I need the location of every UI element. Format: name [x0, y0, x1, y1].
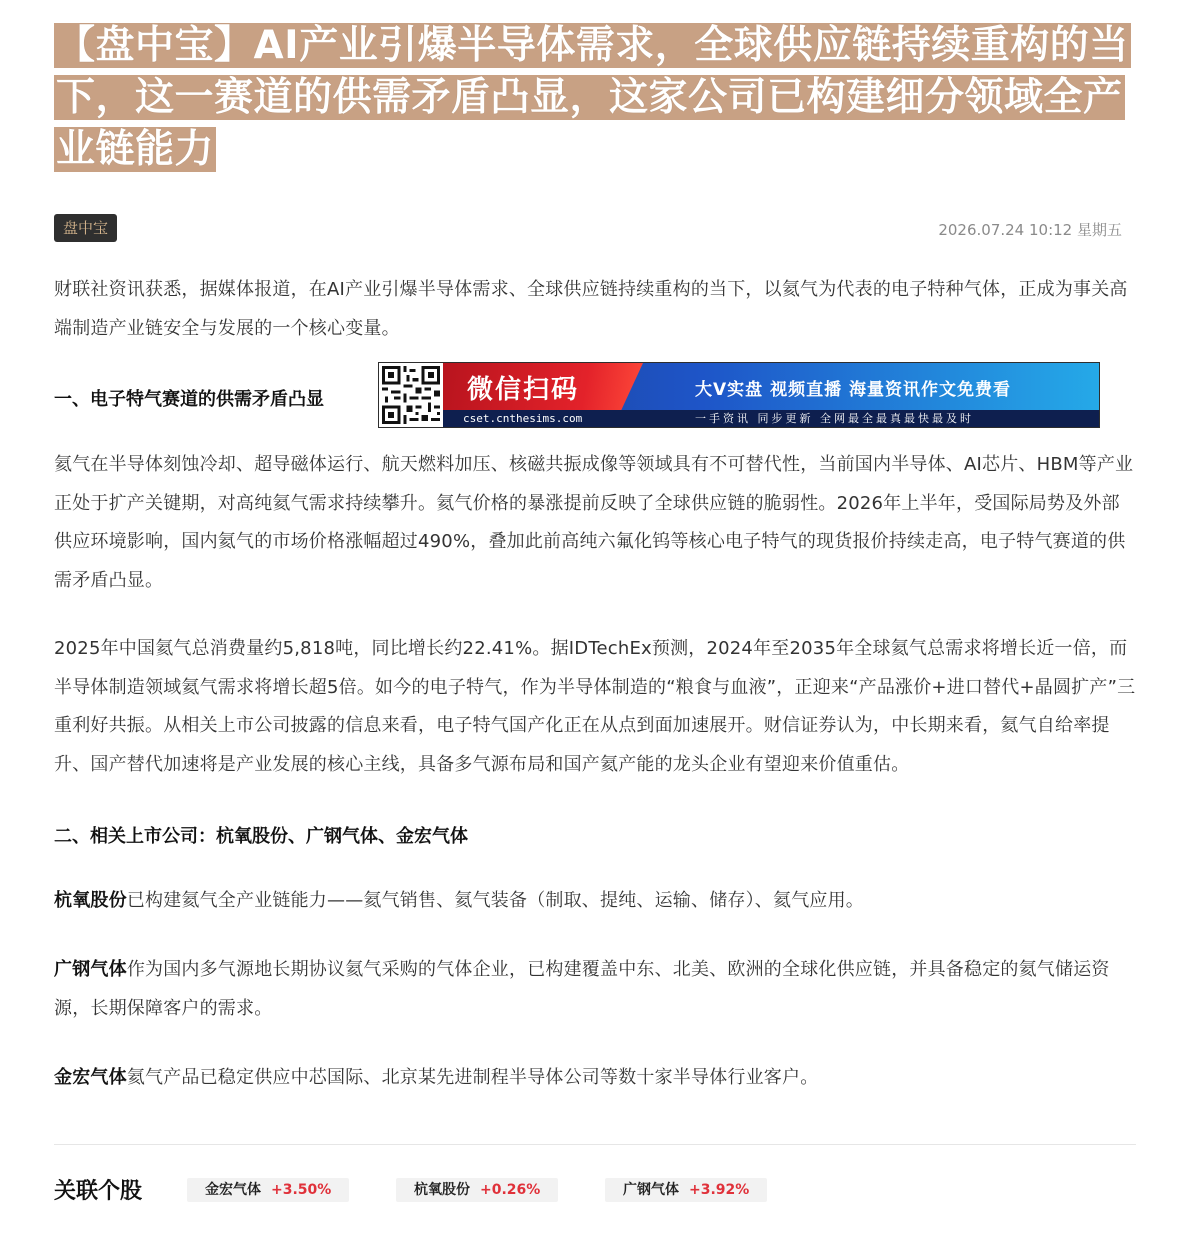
section1-heading: 一、电子特气赛道的供需矛盾凸显 [54, 389, 324, 410]
source-badge[interactable]: 盘中宝 [54, 214, 117, 242]
company-paragraph [54, 1059, 1136, 1098]
company-desc: 已构建氦气全产业链能力——氦气销售、氦气装备（制取、提纯、运输、储存）、氦气应用。 [126, 890, 865, 911]
qr-code-icon [379, 363, 443, 427]
article-title-text: 【盘中宝】AI产业引爆半导体需求，全球供应链持续重构的当下，这一赛道的供需矛盾凸显，这家公司已构建细分领域全产业链能力 [56, 23, 1129, 172]
article-title-block [54, 20, 1144, 176]
related-stock-chip[interactable] [396, 1178, 558, 1202]
company-paragraph [54, 951, 1136, 1028]
wechat-scan-label: 微信扫码 [467, 375, 580, 405]
article-title [54, 20, 1144, 176]
company-name: 杭氧股份 [54, 890, 127, 911]
related-stocks-title: 关联个股 [54, 1179, 143, 1204]
section1-paragraph-1: 氦气在半导体刻蚀冷却、超导磁体运行、航天燃料加压、核磁共振成像等领域具有不可替代性，当前国内半导体、AI芯片、HBM等产业正处于扩产关键期，对高纯氦气需求持续攀升。氦气价格的暴涨提前反映了全球供应链的脆弱性。2026年上半年，受国际局势及外部供应环境影响，国内氦气的市场价格涨幅超过490%，叠加此前高纯六氟化钨等核心电子特气的现货报价持续走高，电子特气赛道的供需矛盾凸显。 [54, 454, 1134, 591]
stock-name: 杭氧股份 [414, 1182, 470, 1198]
divider [54, 1144, 1136, 1145]
company-name: 广钢气体 [54, 959, 127, 980]
section2-heading: 二、相关上市公司：杭氧股份、广钢气体、金宏气体 [54, 826, 468, 847]
company-paragraph [54, 882, 1136, 921]
company-desc: 氦气产品已稳定供应中芯国际、北京某先进制程半导体公司等数十家半导体行业客户。 [126, 1067, 819, 1088]
intro-paragraph: 财联社资讯获悉，据媒体报道，在AI产业引爆半导体需求、全球供应链持续重构的当下，以氦气为代表的电子特种气体，正成为事关高端制造产业链安全与发展的一个核心变量。 [54, 279, 1128, 339]
company-name: 金宏气体 [54, 1067, 127, 1088]
stock-name: 广钢气体 [623, 1182, 679, 1198]
banner-slogan: 大V实盘 视频直播 海量资讯作文免费看 [695, 380, 1011, 400]
promo-banner[interactable] [378, 362, 1100, 428]
section1-paragraph-2: 2025年中国氦气总消费量约5,818吨，同比增长约22.41%。据IDTechEx预测，2024年至2035年全球氦气总需求将增长近一倍，而半导体制造领域氦气需求将增长超5倍。如今的电子特气，作为半导体制造的“粮食与血液”，正迎来“产品涨价+进口替代+晶圆扩产”三重利好共振。从相关上市公司披露的信息来看，电子特气国产化正在从点到面加速展开。财信证券认为，中长期来看，氦气自给率提升、国产替代加速将是产业发展的核心主线，具备多气源布局和国产氦产能的龙头企业有望迎来价值重估。 [54, 638, 1136, 775]
stock-change: +0.26% [480, 1182, 541, 1198]
banner-site-url: cset.cnthesims.com [463, 412, 583, 425]
company-desc: 作为国内多气源地长期协议氦气采购的气体企业，已构建覆盖中东、北美、欧洲的全球化供应链，并具备稳定的氦气储运资源，长期保障客户的需求。 [54, 959, 1110, 1019]
related-stock-chip[interactable] [187, 1178, 349, 1202]
stock-change: +3.92% [689, 1182, 750, 1198]
stock-change: +3.50% [271, 1182, 332, 1198]
publish-datetime: 2026.07.24 10:12 星期五 [938, 221, 1122, 239]
banner-tagline: 一手资讯 同步更新 全网最全最真最快最及时 [695, 412, 974, 425]
related-stock-chip[interactable] [605, 1178, 767, 1202]
stock-name: 金宏气体 [205, 1182, 261, 1198]
